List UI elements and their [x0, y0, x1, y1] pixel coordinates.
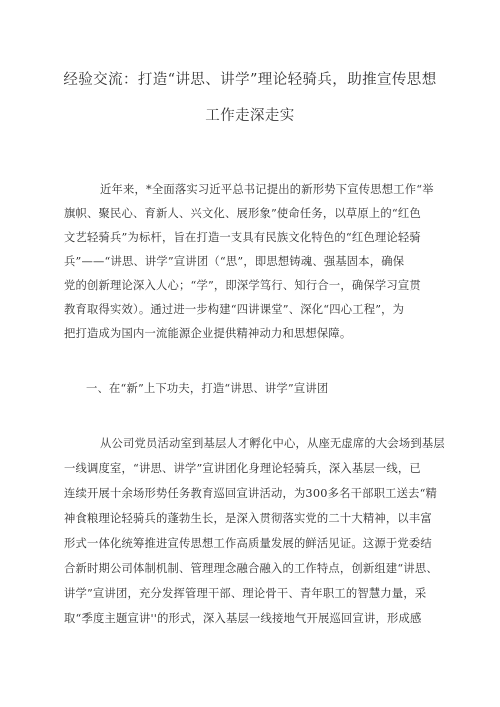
document-title-line-2: 工作走深走实: [205, 108, 295, 124]
paragraph-2-line: 取“季度主题宣讲''的形式，深入基层一线接地气开展巡回宣讲，形成感: [64, 612, 422, 625]
paragraph-2-line: 一线调度室，“讲思、讲学”宣讲团化身理论轻骑兵，深入基层一线，已: [64, 462, 421, 475]
paragraph-1-line: 文艺轻骑兵”为标杆，旨在打造一支具有民族文化特色的“红色理论轻骑: [64, 231, 421, 244]
paragraph-1-line: 近年来，*全面落实习近平总书记提出的新形势下宣传思想工作“举: [100, 183, 434, 196]
paragraph-1-line: 把打造成为国内一流能源企业提供精神动力和思想保障。: [64, 327, 352, 340]
paragraph-2-line: 神食粮理论轻骑兵的蓬勃生长，是深入贯彻落实党的二十大精神，以丰富: [64, 512, 432, 525]
paragraph-2-line: 连续开展十余场形势任务教育巡回宣讲活动，为300多名干部职工送去“精: [64, 487, 438, 500]
paragraph-1-line: 旗帜、聚民心、育新人、兴文化、展形象”使命任务，以草原上的“红色: [64, 207, 421, 220]
paragraph-1-line: 兵”——“讲思、讲学”宣讲团（“思”，即思想铸魂、强基固本，确保: [64, 255, 405, 268]
paragraph-2-line: 讲学”宣讲团，充分发挥管理干部、理论骨干、青年职工的智慧力量，采: [64, 587, 427, 600]
paragraph-1-line: 党的创新理论深入人心；“学”，即深学笃行、知行合一，确保学习宣贯: [64, 279, 421, 292]
paragraph-2-line: 从公司党员活动室到基层人才孵化中心，从座无虚席的大会场到基层: [100, 437, 445, 450]
document-title-line-1: 经验交流：打造“讲思、讲学”理论轻骑兵，助推宣传思想: [63, 72, 437, 88]
section-heading-1: 一、在“新”上下功夫，打造“讲思、讲学”宣讲团: [86, 382, 329, 395]
paragraph-2-line: 形式一体化统筹推进宣传思想工作高质量发展的鲜活见证。这源于党委结: [64, 537, 432, 550]
paragraph-1-line: 教育取得实效）。通过进一步构建“四讲课堂”、深化“四心工程”，为: [64, 303, 405, 316]
paragraph-2-line: 合新时期公司体制机制、管理理念融合融入的工作特点，创新组建“讲思、: [64, 562, 438, 575]
